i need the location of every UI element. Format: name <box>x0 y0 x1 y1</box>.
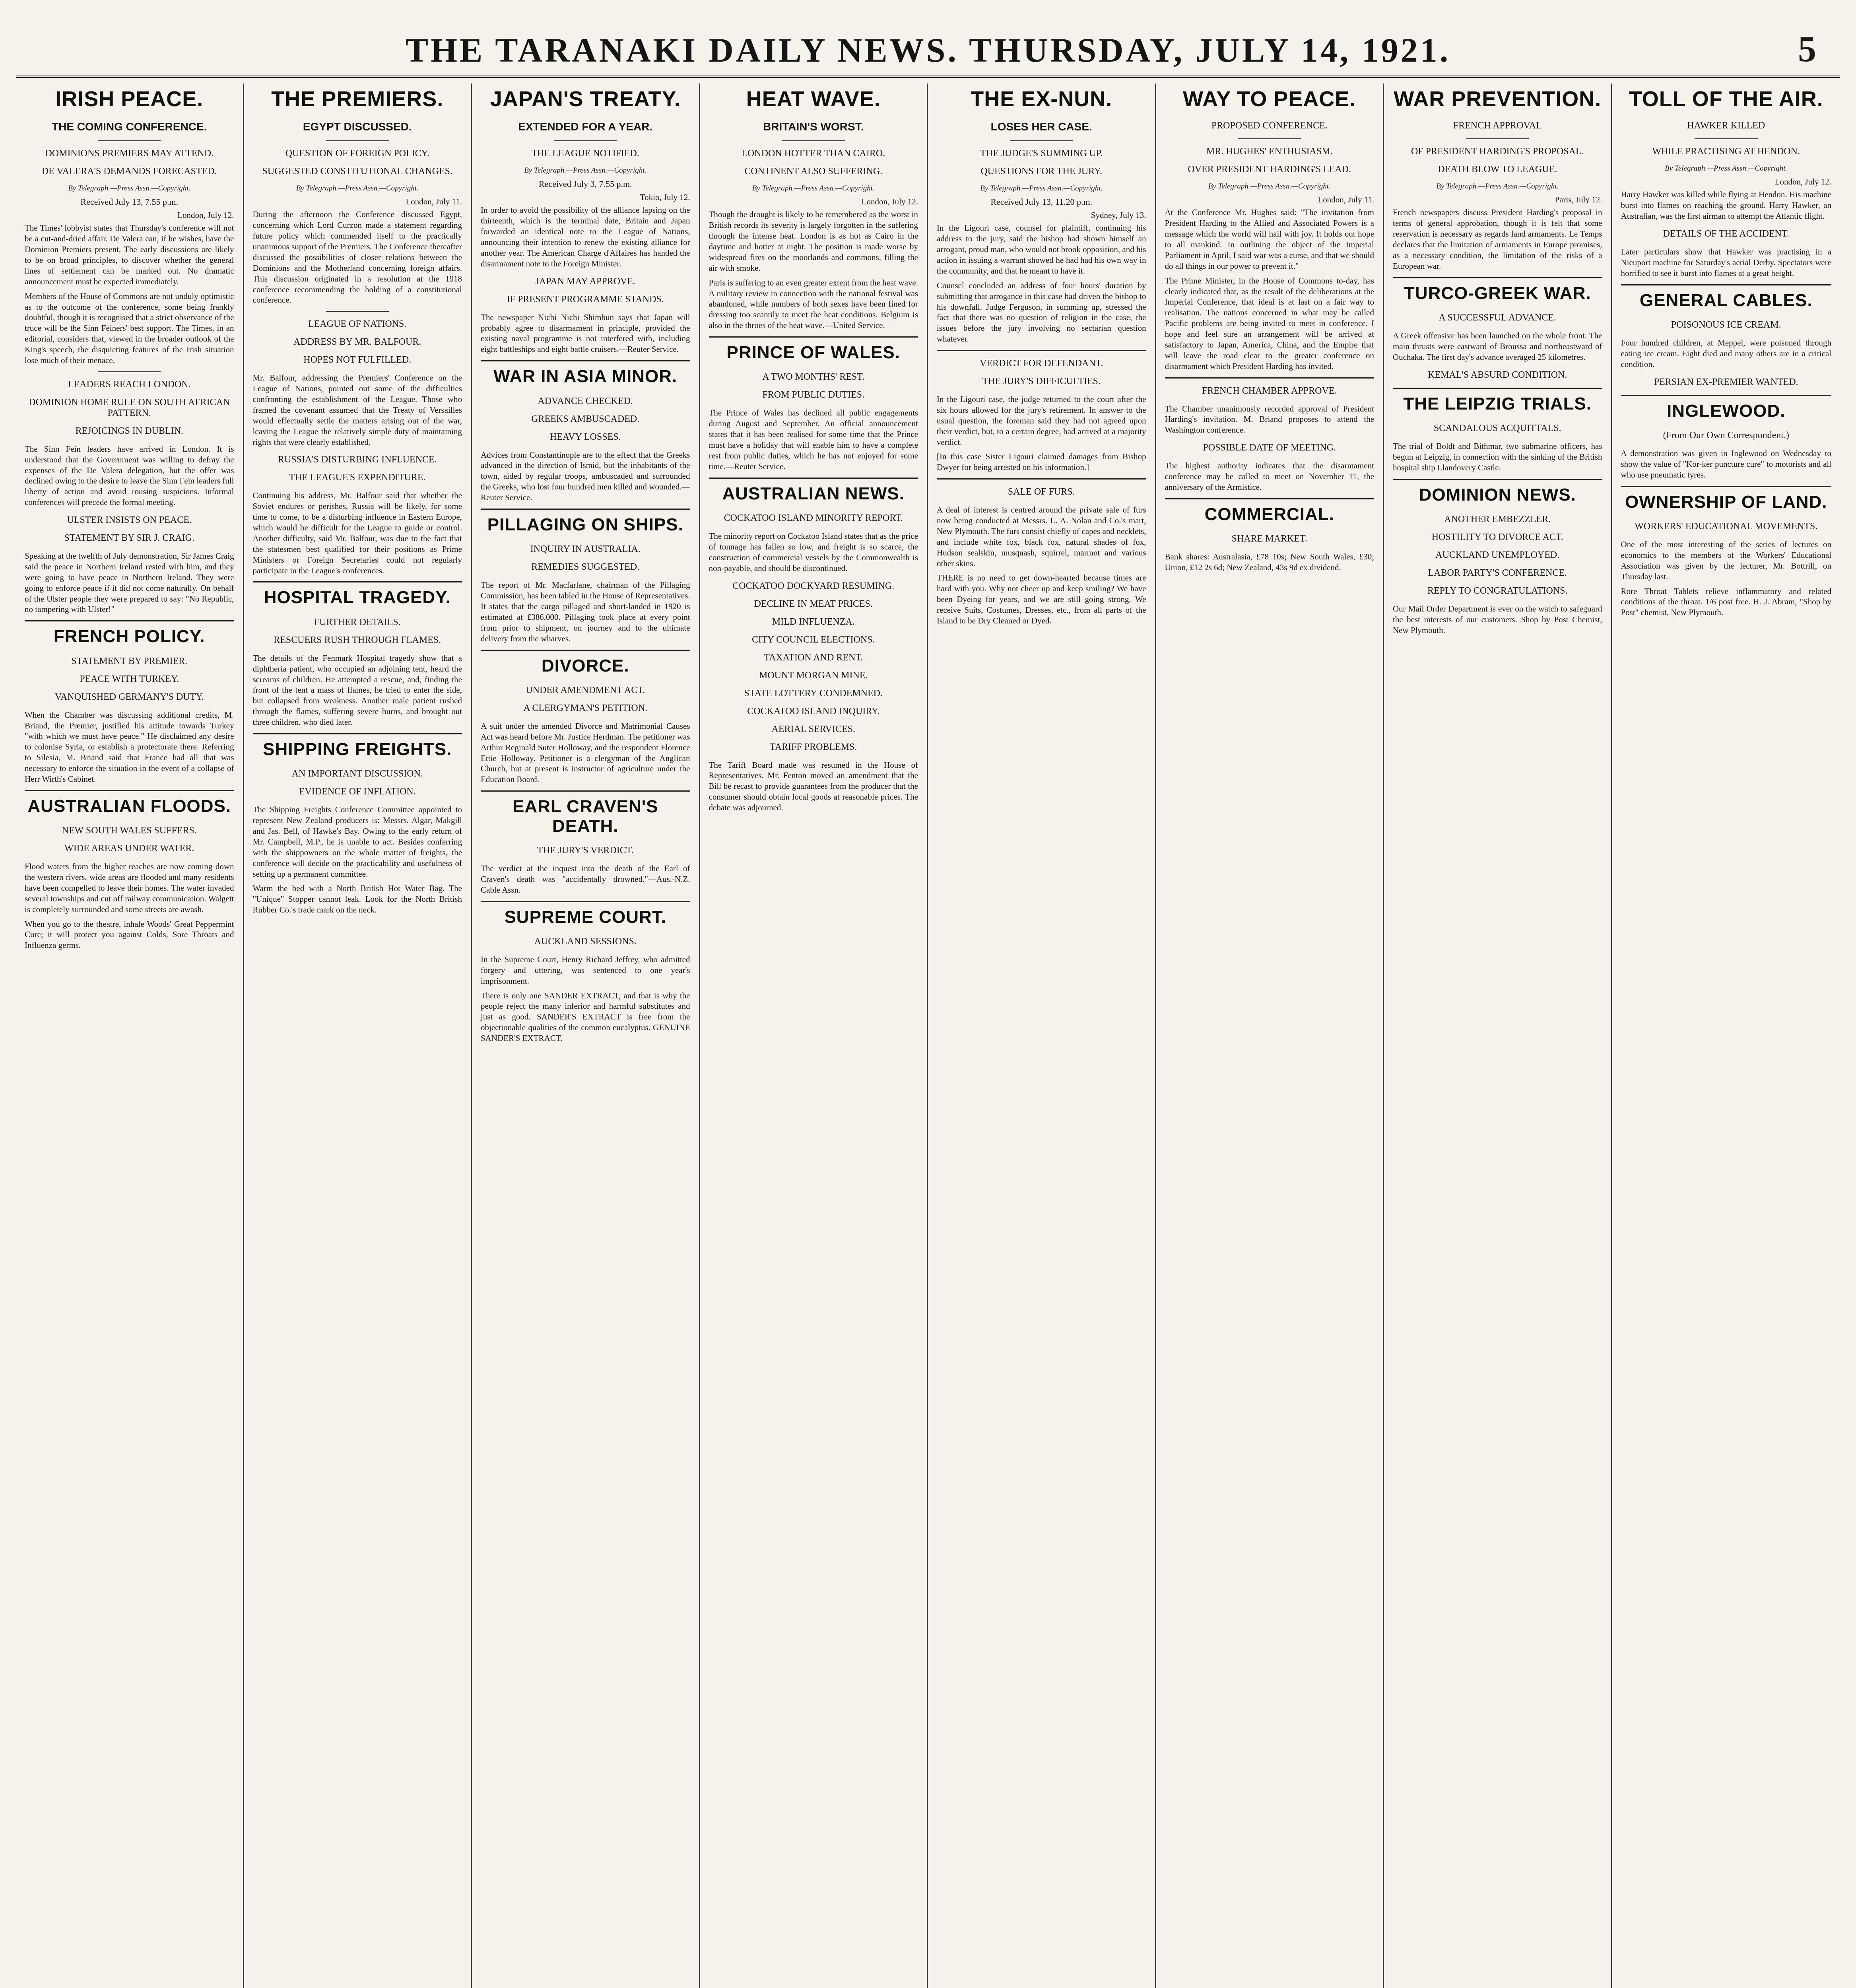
subhead: HAWKER KILLED <box>1687 120 1765 131</box>
advertisement: Our Mail Order Department is ever on the watch to safeguard the best interests of our customers. Shop by Post Chemist, New Plymouth. <box>1393 604 1602 635</box>
divider <box>1010 140 1073 141</box>
subhead: CONTINENT ALSO SUFFERING. <box>744 166 883 177</box>
subhead: HOSTILITY TO DIVORCE ACT. <box>1431 532 1563 543</box>
paragraph: The Times' lobbyist states that Thursday's conference will not be a cut-and-dried affair. De Valera can, if he wishes, have the Dominion Premiers present. The early discussions are likely to be on broad principles, to discover whether the general lines of settlement can be marked out. No dramatic announcement must be expected immediately. <box>25 223 234 286</box>
subhead: QUESTION OF FOREIGN POLICY. <box>285 148 429 159</box>
advertisement: THERE is no need to get down-hearted because times are hard with you. Why not cheer up and keep smiling? We have been Dyeing for years, and we are still going strong. We receive Suits, Costumes, Dresses, etc., from all parts of the Island to be Dry Cleaned or Dyed. <box>937 573 1146 625</box>
divider <box>709 336 918 338</box>
subhead: NEW SOUTH WALES SUFFERS. <box>62 825 197 836</box>
subhead: REPLY TO CONGRATULATIONS. <box>1427 586 1568 596</box>
paragraph: The minority report on Cockatoo Island states that as the price of tonnage has fallen so low, and freight is so scarce, the construction of commercial vessels by the Commonwealth is non-payable, and should be discontinued. <box>709 531 918 573</box>
paragraph: Continuing his address, Mr. Balfour said that whether the Soviet endures or perishes, Russia will be likely, for some time to come, to be a disturbing influence in Eastern Europe, which would be difficult for the League to guide or control. Another difficulty, said Mr. Balfour, was due to the fact that the statesmen best qualified for their positions as Prime Ministers or Foreign Secretaries could not regularly participate in the League's conferences. <box>252 491 462 575</box>
paragraph: The Tariff Board made was resumed in the House of Representatives. Mr. Fenton moved an amendment that the Bill be recast to provide guarantees from the producer that the consumer should obtain local goods at reasonable prices. The debate was adjourned. <box>709 760 918 813</box>
subhead: MILD INFLUENZA. <box>772 616 855 627</box>
headline: AUSTRALIAN NEWS. <box>722 483 905 503</box>
dateline: London, July 12. <box>1774 177 1831 187</box>
headline: EARL CRAVEN'S DEATH. <box>512 797 658 836</box>
subhead: AERIAL SERVICES. <box>771 724 856 734</box>
divider <box>481 650 690 651</box>
divider <box>326 311 389 312</box>
subhead: VANQUISHED GERMANY'S DUTY. <box>54 691 204 702</box>
subhead: MOUNT MORGAN MINE. <box>759 670 868 681</box>
subhead: EVIDENCE OF INFLATION. <box>299 786 416 797</box>
divider <box>1393 277 1602 278</box>
paragraph: A demonstration was given in Inglewood on Wednesday to show the value of "Kor-ker puncture cure" to motorists and all who use pneumatic tyres. <box>1621 448 1831 480</box>
paragraph: The Chamber unanimously recorded approval of President Harding's invitation. M. Briand proposes to attend the Washington conference. <box>1165 404 1374 435</box>
subhead: LOSES HER CASE. <box>990 120 1092 133</box>
subhead: OVER PRESIDENT HARDING'S LEAD. <box>1188 164 1351 175</box>
page-number: 5 <box>1798 29 1816 69</box>
subhead: IF PRESENT PROGRAMME STANDS. <box>507 294 664 305</box>
subhead: COCKATOO DOCKYARD RESUMING. <box>732 580 895 591</box>
paragraph: Flood waters from the higher reaches are now coming down the western rivers, wide areas are flooded and many residents have been compelled to leave their homes. The water invaded several townships and cut off railway communication. Walgett is completely surrounded and some streets are awash. <box>25 862 234 914</box>
headline: WAR PREVENTION. <box>1394 87 1602 111</box>
headline: WAR IN ASIA MINOR. <box>493 367 678 386</box>
divider <box>481 360 690 361</box>
subhead: HEAVY LOSSES. <box>549 431 621 442</box>
column-way-to-peace <box>1156 83 1384 1988</box>
wire-credit: By Telegraph.—Press Assn.—Copyright. <box>1665 164 1788 173</box>
subhead: ADDRESS BY MR. BALFOUR. <box>293 337 421 348</box>
headline: FRENCH POLICY. <box>53 627 205 646</box>
paragraph: A deal of interest is centred around the private sale of furs now being conducted at Messrs. L. A. Nolan and Co.'s mart, New Plymouth. The furs consist chiefly of capes and necklets, and include white fox, black fox, natural shades of fox, Hudson sealskin, musquash, squirrel, marmot and various other skins. <box>937 505 1146 568</box>
paragraph: The trial of Boldt and Bithmar, two submarine officers, has begun at Leipzig, in connection with the sinking of the British hospital ship Llandovery Castle. <box>1393 441 1602 472</box>
subhead: POISONOUS ICE CREAM. <box>1671 320 1781 330</box>
divider <box>1621 395 1832 396</box>
divider <box>709 478 918 479</box>
paragraph: Harry Hawker was killed while flying at Hendon. His machine burst into flames on reaching the ground. Harry Hawker, an Australian, was the first airman to attempt the Atlantic flight. <box>1621 190 1831 221</box>
headline: TOLL OF THE AIR. <box>1629 87 1823 111</box>
subhead: A TWO MONTHS' REST. <box>762 372 865 382</box>
subhead: KEMAL'S ABSURD CONDITION. <box>1428 369 1567 380</box>
subhead: ULSTER INSISTS ON PEACE. <box>67 515 192 526</box>
advertisement: Rore Throat Tablets relieve inflammatory and related conditions of the throat. 1/6 post free. H. J. Abram, "Shop by Post" chemist, New Plymouth. <box>1621 586 1831 617</box>
subhead: SCANDALOUS ACQUITTALS. <box>1433 423 1561 434</box>
dateline: Paris, July 12. <box>1555 195 1602 205</box>
subhead: OF PRESIDENT HARDING'S PROPOSAL. <box>1411 146 1584 157</box>
paragraph: The Prince of Wales has declined all public engagements during August and September. An official announcement states that it has been realised for some time that the Prince must have a holiday that will enable him to have a complete rest from public duties, which he has not enjoyed for some time.—Reuter Service. <box>709 408 918 471</box>
divider <box>25 620 234 621</box>
subhead: AN IMPORTANT DISCUSSION. <box>291 769 423 779</box>
subhead: THE JUDGE'S SUMMING UP. <box>980 148 1103 159</box>
editorial-note: [In this case Sister Ligouri claimed damages from Bishop Dwyer for being arrested on his information.] <box>937 452 1146 472</box>
headline: PILLAGING ON SHIPS. <box>487 514 683 534</box>
subhead: MR. HUGHES' ENTHUSIASM. <box>1206 146 1333 157</box>
divider <box>253 733 462 734</box>
subhead: PERSIAN EX-PREMIER WANTED. <box>1654 377 1798 387</box>
subhead: (From Our Own Correspondent.) <box>1663 430 1789 441</box>
paragraph: The Sinn Fein leaders have arrived in London. It is understood that the Government was willing to defray the expenses of the De Valera delegation, but the offer was declined owing to the desire to leave the Sinn Fein leaders full liberty of action and avoid rousing suspicions. Informal conferences will precede the formal meeting. <box>25 444 234 507</box>
divider <box>1466 138 1529 139</box>
column-japan-treaty <box>472 83 700 1988</box>
divider <box>1238 138 1301 139</box>
advertisement: Warm the bed with a North British Hot Water Bag. The "Unique" Stopper cannot leak. Look for the North British Rubber Co.'s trade mark on the neck. <box>252 883 462 915</box>
divider <box>1393 479 1602 480</box>
subhead: WORKERS' EDUCATIONAL MOVEMENTS. <box>1635 521 1818 532</box>
wire-credit: By Telegraph.—Press Assn.—Copyright. <box>68 184 191 193</box>
subhead: EGYPT DISCUSSED. <box>303 120 412 133</box>
subhead: DE VALERA'S DEMANDS FORECASTED. <box>41 166 217 177</box>
paragraph: During the afternoon the Conference discussed Egypt, concerning which Lord Curzon made a statement regarding future policy which commended itself to the practically unanimous support of the Premiers. The Conference thereafter discussed the possibilities of closer relations between the Dominions and the Motherland concerning foreign affairs. This discussion originated in a resolution at the 1918 conference recommending the holding of a constitutional conference. <box>252 210 462 305</box>
subhead: LEADERS REACH LONDON. <box>68 379 191 390</box>
dateline: London, July 12. <box>177 210 234 220</box>
subhead: REJOICINGS IN DUBLIN. <box>75 425 183 436</box>
subhead: A SUCCESSFUL ADVANCE. <box>1439 313 1556 323</box>
divider <box>1165 377 1375 379</box>
subhead: DEATH BLOW TO LEAGUE. <box>1438 164 1557 175</box>
paragraph: One of the most interesting of the series of lectures on economics to the members of the Workers' Educational Association was given by the lecturer, Mr. Bottrill, on Thursday last. <box>1621 540 1831 581</box>
subhead: LONDON HOTTER THAN CAIRO. <box>742 148 885 159</box>
subhead: FRENCH APPROVAL <box>1453 120 1542 131</box>
subhead: STATEMENT BY PREMIER. <box>71 656 188 666</box>
headline: THE LEIPZIG TRIALS. <box>1403 394 1592 414</box>
headline: THE PREMIERS. <box>271 87 444 111</box>
subhead: COCKATOO ISLAND INQUIRY. <box>747 706 880 716</box>
paragraph: A suit under the amended Divorce and Matrimonial Causes Act was heard before Mr. Justice Herdman. The petitioner was Arthur Reginald Suter Holloway, and the respondent Florence Ettie Holloway. Petitioner is a clergyman of the Anglican Church, but at present is instructor of agriculture under the Education Board. <box>481 721 690 784</box>
subhead: FRENCH CHAMBER APPROVE. <box>1202 385 1337 396</box>
column-toll-of-air <box>1612 83 1840 1988</box>
paragraph: Though the drought is likely to be remembered as the worst in British records its severity is largely forgotten in the suffering through the intense heat. London is as hot as Cairo in the daytime and hotter at night. The position is made worse by widespread fires on the moorlands and commons, filling the air with smoke. <box>709 210 918 273</box>
divider <box>481 509 690 510</box>
divider <box>1621 486 1832 487</box>
divider <box>1621 284 1832 285</box>
subhead: EXTENDED FOR A YEAR. <box>518 120 653 133</box>
paragraph: In the Ligouri case, the judge returned to the court after the six hours allowed for the jury's retirement. In answer to the usual question, the foreman said they had not agreed upon their verdict, but, to a certain degree, had arrived at a majority verdict. <box>937 394 1146 447</box>
divider <box>98 140 161 141</box>
headline: THE EX-NUN. <box>971 87 1112 111</box>
headline: IRISH PEACE. <box>55 87 204 111</box>
divider <box>481 901 690 902</box>
headline: JAPAN'S TREATY. <box>490 87 681 111</box>
column-premiers <box>244 83 472 1988</box>
divider <box>1695 138 1758 139</box>
column-ex-nun <box>928 83 1156 1988</box>
paragraph: The Shipping Freights Conference Committee appointed to represent New Zealand producers is: Messrs. Algar, Makgill and Jas. Bell, of Hawke's Bay. Owing to the early return of Mr. Campbell, M.P., he is unable to act. Besides conferring with the shippowners on the whole matter of freights, the conference will decide on the practicability and usefulness of setting up a permanent committee. <box>252 805 462 879</box>
paragraph: Bank shares: Australasia, £78 10s; New South Wales, £30; Union, £12 2s 6d; New Zealand, 43s 9d ex dividend. <box>1165 552 1374 573</box>
advertisement: When you go to the theatre, inhale Woods' Great Peppermint Cure; it will protect you against Colds, Sore Throats and Influenza germs. <box>25 919 234 950</box>
divider <box>1393 388 1602 389</box>
divider <box>1165 498 1375 499</box>
paragraph: A Greek offensive has been launched on the whole front. The main thrusts were eastward of Broussa and northeastward of Ouchaka. The first day's advance averaged 25 kilometres. <box>1393 331 1602 362</box>
subhead: BRITAIN'S WORST. <box>763 120 864 133</box>
dateline: London, July 11. <box>1318 195 1374 205</box>
paragraph: In the Ligouri case, counsel for plaintiff, continuing his address to the jury, said the bishop had shown himself an arrogant, proud man, who would not brook opposition, and his action in issuing a warrant showed he had had his own way in the community, and that he meant to have it. <box>937 223 1146 276</box>
masthead-title: THE TARANAKI DAILY NEWS. THURSDAY, JULY 14, 1921. <box>405 31 1451 69</box>
subhead: RESCUERS RUSH THROUGH FLAMES. <box>274 635 441 645</box>
subhead: SALE OF FURS. <box>1008 487 1075 497</box>
headline: TURCO-GREEK WAR. <box>1404 283 1591 303</box>
divider <box>98 371 161 372</box>
advertisement: There is only one SANDER EXTRACT, and that is why the people reject the many inferior and harmful substitutes and just as good. SANDER'S EXTRACT is free from the objectionable qualities of the common eucalyptus. GENUINE SANDER'S EXTRACT. <box>481 990 690 1043</box>
divider <box>25 790 234 791</box>
subhead: TAXATION AND RENT. <box>764 652 863 663</box>
subhead: VERDICT FOR DEFENDANT. <box>980 358 1103 369</box>
column-irish-peace <box>16 83 244 1988</box>
paragraph: The Prime Minister, in the House of Commons to-day, has clearly indicated that, as the result of the deliberations at the Imperial Conference, that ideal is at last on a fair way to realisation. The nations concerned in what may be called Pacific problems are being invited to meet in conference. I hope and feel sure an arrangement will be arrived at satisfactory to Japan, America, China, and the Empire that will leave the road clear to the greater conference on disarmament which President Harding has invited. <box>1165 276 1374 371</box>
dateline: Tokio, July 12. <box>640 192 690 202</box>
subhead: AUCKLAND SESSIONS. <box>534 936 637 947</box>
subhead: STATE LOTTERY CONDEMNED. <box>744 688 883 699</box>
headline: SUPREME COURT. <box>504 907 667 927</box>
subhead: SHARE MARKET. <box>1231 534 1307 544</box>
paragraph: Four hundred children, at Meppel, were poisoned through eating ice cream. Eight died and many others are in a critical condition. <box>1621 338 1831 369</box>
paragraph: Speaking at the twelfth of July demonstration, Sir James Craig said the peace in Northern Ireland rested with him, and they were going to have peace in Northern Ireland. They were going to enforce peace if it did not come naturally. On behalf of the Ulster people they were prepared to say: "No Republic, no tampering with Ulster!" <box>25 551 234 614</box>
headline: DIVORCE. <box>541 656 629 676</box>
masthead <box>16 28 1840 78</box>
wire-credit: By Telegraph.—Press Assn.—Copyright. <box>296 184 419 193</box>
paragraph: The highest authority indicates that the disarmament conference may be called to meet on November 11, the anniversary of the Armistice. <box>1165 461 1374 492</box>
headline: PRINCE OF WALES. <box>726 343 900 363</box>
wire-credit: By Telegraph.—Press Assn.—Copyright. <box>524 166 647 175</box>
subhead: A CLERGYMAN'S PETITION. <box>523 703 648 713</box>
subhead: HOPES NOT FULFILLED. <box>303 355 412 365</box>
subhead: UNDER AMENDMENT ACT. <box>526 685 645 695</box>
subhead: AUCKLAND UNEMPLOYED. <box>1435 550 1560 561</box>
subhead: WHILE PRACTISING AT HENDON. <box>1652 146 1800 157</box>
paragraph: Members of the House of Commons are not unduly optimistic as to the outcome of the conference, some being frankly doubtful, though it is recognised that a strict observance of the truce will be the Sinn Feiners' best support. The Times, in an editorial, considers that, viewed in the broader outlook of the King's speech, the disquieting features of the Irish situation lose much of their menace. <box>25 291 234 365</box>
wire-credit: By Telegraph.—Press Assn.—Copyright. <box>752 184 875 193</box>
headline: SHIPPING FREIGHTS. <box>263 739 452 759</box>
subhead: CITY COUNCIL ELECTIONS. <box>751 634 875 645</box>
received-line: Received July 3, 7.55 p.m. <box>538 179 632 189</box>
subhead: ADVANCE CHECKED. <box>538 396 633 406</box>
headline: WAY TO PEACE. <box>1183 87 1356 111</box>
wire-credit: By Telegraph.—Press Assn.—Copyright. <box>980 184 1103 193</box>
subhead: TARIFF PROBLEMS. <box>770 742 857 752</box>
headline: OWNERSHIP OF LAND. <box>1625 492 1827 512</box>
wire-credit: By Telegraph.—Press Assn.—Copyright. <box>1436 182 1559 191</box>
paragraph: When the Chamber was discussing additional credits, M. Briand, the Premier, justified his attitude towards Turkey "with which we must have peace." He disclaimed any desire to colonise Syria, or establish a protectorate there. Referring to Silesia, M. Briand said that France had all that was necessary to enforce the situation in the event of a collapse of Herr Wirth's Cabinet. <box>25 710 234 784</box>
subhead: THE LEAGUE'S EXPENDITURE. <box>289 472 426 483</box>
columns-grid <box>16 83 1840 1988</box>
subhead: LABOR PARTY'S CONFERENCE. <box>1428 568 1567 579</box>
subhead: STATEMENT BY SIR J. CRAIG. <box>64 533 194 544</box>
divider <box>253 581 462 582</box>
subhead: REMEDIES SUGGESTED. <box>531 562 640 573</box>
subhead: SUGGESTED CONSTITUTIONAL CHANGES. <box>262 166 452 177</box>
subhead: RUSSIA'S DISTURBING INFLUENCE. <box>278 454 437 465</box>
subhead: THE COMING CONFERENCE. <box>52 120 207 133</box>
subhead: LEAGUE OF NATIONS. <box>308 319 407 330</box>
dateline: Sydney, July 13. <box>1091 210 1146 220</box>
headline: COMMERCIAL. <box>1204 504 1334 524</box>
paragraph: Advices from Constantinople are to the effect that the Greeks advanced in the direction of Ismid, but the inhabitants of the town, aided by regular troops, ambuscaded and surrounded the Greeks, who lost four hundred men killed and wounded.—Reuter Service. <box>481 450 690 503</box>
paragraph: Mr. Balfour, addressing the Premiers' Conference on the League of Nations, pointed out some of the difficulties confronting the establishment of the League. Those who framed the covenant assumed that the Treaty of Versailles would effectually settle the matters arising out of the war, leaving the League the relatively simple duty of maintaining rights that were clearly established. <box>252 373 462 447</box>
headline: INGLEWOOD. <box>1667 401 1786 421</box>
subhead: PROPOSED CONFERENCE. <box>1211 120 1328 131</box>
paragraph: The details of the Fenmark Hospital tragedy show that a diphtheria patient, who occupied an adjoining tent, heard the screams of children. He attempted a rescue, and, finding the front of the tent a mass of flames, he tried to enter the side, but collapsed from weakness. Another male patient rushed through the flames, suffering severe burns, and brought out three children, who died later. <box>252 653 462 727</box>
subhead: INQUIRY IN AUSTRALIA. <box>530 544 641 555</box>
subhead: DOMINIONS PREMIERS MAY ATTEND. <box>45 148 214 159</box>
paragraph: Counsel concluded an address of four hours' duration by submitting that arrogance in this case had driven the bishop to his downfall. Judge Ferguson, in summing up, stressed the fact that there was no question of religion in the case, the issues before the jury involving no sectarian question whatever. <box>937 280 1146 344</box>
paragraph: At the Conference Mr. Hughes said: "The invitation from President Harding to the Allied and Associated Powers is a message which the world will hail with joy. It holds out hope to all mankind. In outlining the object of the Imperial Parliament in April, I said war was a curse, and that we should do all things in our power to prevent it." <box>1165 208 1374 271</box>
subhead: DOMINION HOME RULE ON SOUTH AFRICAN PATTERN. <box>29 397 230 418</box>
subhead: ANOTHER EMBEZZLER. <box>1444 514 1551 525</box>
subhead: JAPAN MAY APPROVE. <box>535 276 635 287</box>
received-line: Received July 13, 11.20 p.m. <box>990 197 1093 207</box>
subhead: GREEKS AMBUSCADED. <box>531 414 640 424</box>
subhead: THE JURY'S VERDICT. <box>537 845 634 856</box>
subhead: FURTHER DETAILS. <box>314 617 401 627</box>
column-war-prevention <box>1384 83 1612 1988</box>
wire-credit: By Telegraph.—Press Assn.—Copyright. <box>1208 182 1331 191</box>
paragraph: The verdict at the inquest into the death of the Earl of Craven's death was "accidentally drowned."—Aus.-N.Z. Cable Assn. <box>481 863 690 895</box>
paragraph: In the Supreme Court, Henry Richard Jeffrey, who admitted forgery and uttering, was sentenced to one year's imprisonment. <box>481 954 690 986</box>
headline: HEAT WAVE. <box>746 87 881 111</box>
paragraph: The report of Mr. Macfarlane, chairman of the Pillaging Commission, has been tabled in the House of Representatives. It states that the cargo pillaged and short-landed in 1920 is estimated at £386,000. Pillaging took place at every point from prior to shipment, on journey and to the ultimate delivery from the wharves. <box>481 580 690 643</box>
dateline: London, July 11. <box>406 197 462 207</box>
subhead: QUESTIONS FOR THE JURY. <box>980 166 1103 177</box>
headline: GENERAL CABLES. <box>1639 290 1813 310</box>
subhead: WIDE AREAS UNDER WATER. <box>64 843 194 854</box>
headline: HOSPITAL TRAGEDY. <box>264 588 451 608</box>
paragraph: Later particulars show that Hawker was practising in a Nieuport machine for Saturday's aerial Derby. Spectators were horrified to see it burst into flames at a great height. <box>1621 247 1831 278</box>
subhead: THE LEAGUE NOTIFIED. <box>531 148 639 159</box>
divider <box>937 478 1146 480</box>
paragraph: Paris is suffering to an even greater extent from the heat wave. A military review in connection with the national festival was abandoned, while numbers of both sexes have been fined for dressing too scantily to meet the heat conditions. Belgium is also in the throes of the heat wave.—United Service. <box>709 278 918 330</box>
divider <box>481 790 690 792</box>
divider <box>326 140 389 141</box>
dateline: London, July 12. <box>861 197 918 207</box>
received-line: Received July 13, 7.55 p.m. <box>80 197 179 207</box>
headline: AUSTRALIAN FLOODS. <box>27 796 231 816</box>
paragraph: In order to avoid the possibility of the alliance lapsing on the thirteenth, which is the terminal date, Britain and Japan forwarded an identical note to the League of Nations, announcing their intention to renew the existing alliance for another year. The American Charge d'Affaires has handed the disarmament note to the Foreign Minister. <box>481 205 690 268</box>
column-heat-wave <box>700 83 928 1988</box>
divider <box>937 350 1146 351</box>
divider <box>782 140 845 141</box>
subhead: POSSIBLE DATE OF MEETING. <box>1203 443 1336 453</box>
headline: DOMINION NEWS. <box>1419 485 1576 505</box>
subhead: PEACE WITH TURKEY. <box>80 674 179 684</box>
divider <box>554 140 617 141</box>
subhead: DECLINE IN MEAT PRICES. <box>754 598 873 609</box>
paragraph: French newspapers discuss President Harding's proposal in terms of general approbation, though it is felt that some reservation is necessary as regards land armaments. Le Temps declares that the limitation of armaments in Europe promises, as a necessary condition, the limitation of the risks of a European war. <box>1393 208 1602 271</box>
paragraph: The newspaper Nichi Nichi Shimbun says that Japan will probably agree to disarmament in principle, provided the existing naval programme is not interfered with, including eight battleships and eight battle cruisers.—Reuter Service. <box>481 312 690 354</box>
subhead: FROM PUBLIC DUTIES. <box>762 390 865 400</box>
subhead: DETAILS OF THE ACCIDENT. <box>1663 229 1789 239</box>
subhead: COCKATOO ISLAND MINORITY REPORT. <box>724 513 903 524</box>
subhead: THE JURY'S DIFFICULTIES. <box>982 376 1101 387</box>
